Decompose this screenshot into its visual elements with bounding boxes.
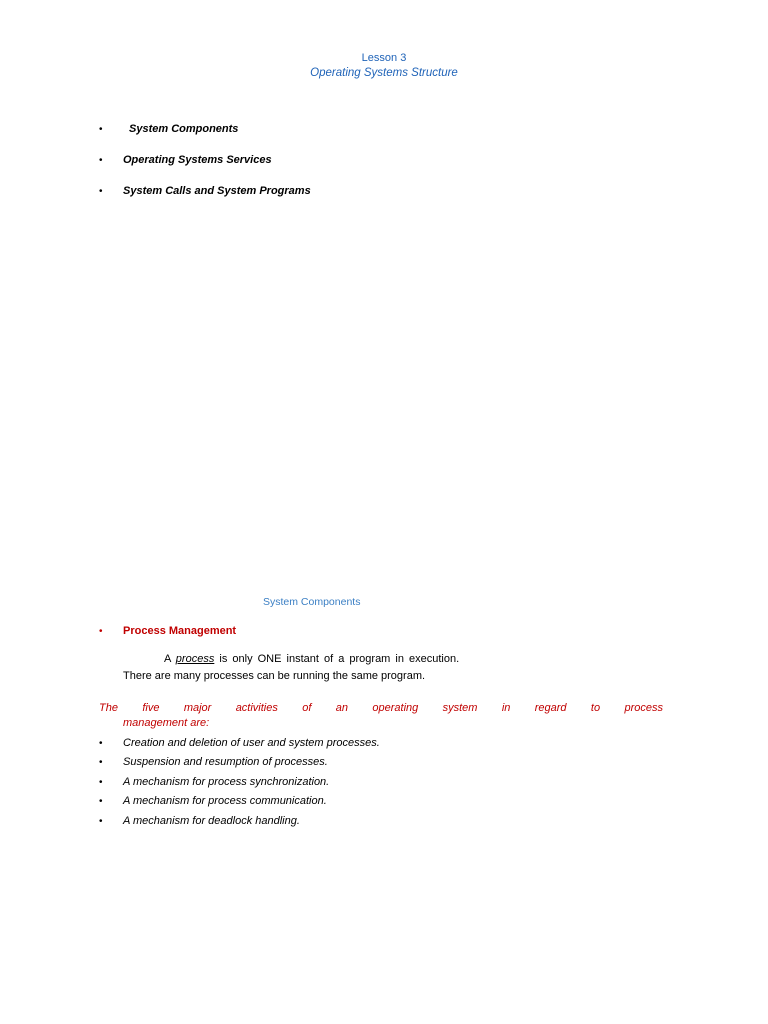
intro-word: of xyxy=(302,702,312,714)
intro-word: operating xyxy=(372,702,419,714)
topic-item: Operating Systems Services xyxy=(123,154,272,166)
process-management-heading: Process Management xyxy=(123,625,237,637)
bullet-icon: • xyxy=(99,626,103,637)
bullet-icon: • xyxy=(99,757,103,768)
activities-intro-continued: management are: xyxy=(123,717,210,729)
list-item: A mechanism for process synchronization. xyxy=(123,776,330,788)
bullet-icon: • xyxy=(99,796,103,807)
process-definition xyxy=(164,653,459,665)
intro-word: The xyxy=(99,702,118,714)
bullet-icon: • xyxy=(99,777,103,788)
intro-word: major xyxy=(183,702,212,714)
definition-suffix: is only ONE instant of a program in execution. xyxy=(219,653,460,665)
process-term: process xyxy=(175,653,215,665)
bullet-icon: • xyxy=(99,124,103,135)
intro-word: system xyxy=(442,702,478,714)
intro-word: an xyxy=(335,702,349,714)
list-item: A mechanism for deadlock handling. xyxy=(123,815,300,827)
intro-word: five xyxy=(142,702,160,714)
bullet-icon: • xyxy=(99,186,103,197)
activities-intro xyxy=(99,702,663,714)
lesson-number: Lesson 3 xyxy=(361,52,407,64)
bullet-icon: • xyxy=(99,738,103,749)
process-definition-line2: There are many processes can be running the same program. xyxy=(123,670,426,682)
list-item: Creation and deletion of user and system processes. xyxy=(123,737,380,749)
intro-word: to xyxy=(590,702,601,714)
bullet-icon: • xyxy=(99,155,103,166)
intro-word: activities xyxy=(235,702,278,714)
section-heading: System Components xyxy=(263,596,361,608)
intro-word: regard xyxy=(534,702,567,714)
list-item: A mechanism for process communication. xyxy=(123,795,327,807)
lesson-title: Operating Systems Structure xyxy=(310,67,458,79)
intro-word: in xyxy=(501,702,511,714)
topic-item: System Components xyxy=(129,123,239,135)
bullet-icon: • xyxy=(99,816,103,827)
list-item: Suspension and resumption of processes. xyxy=(123,756,328,768)
intro-word: process xyxy=(624,702,663,714)
definition-prefix: A xyxy=(164,653,171,665)
topic-item: System Calls and System Programs xyxy=(123,185,311,197)
